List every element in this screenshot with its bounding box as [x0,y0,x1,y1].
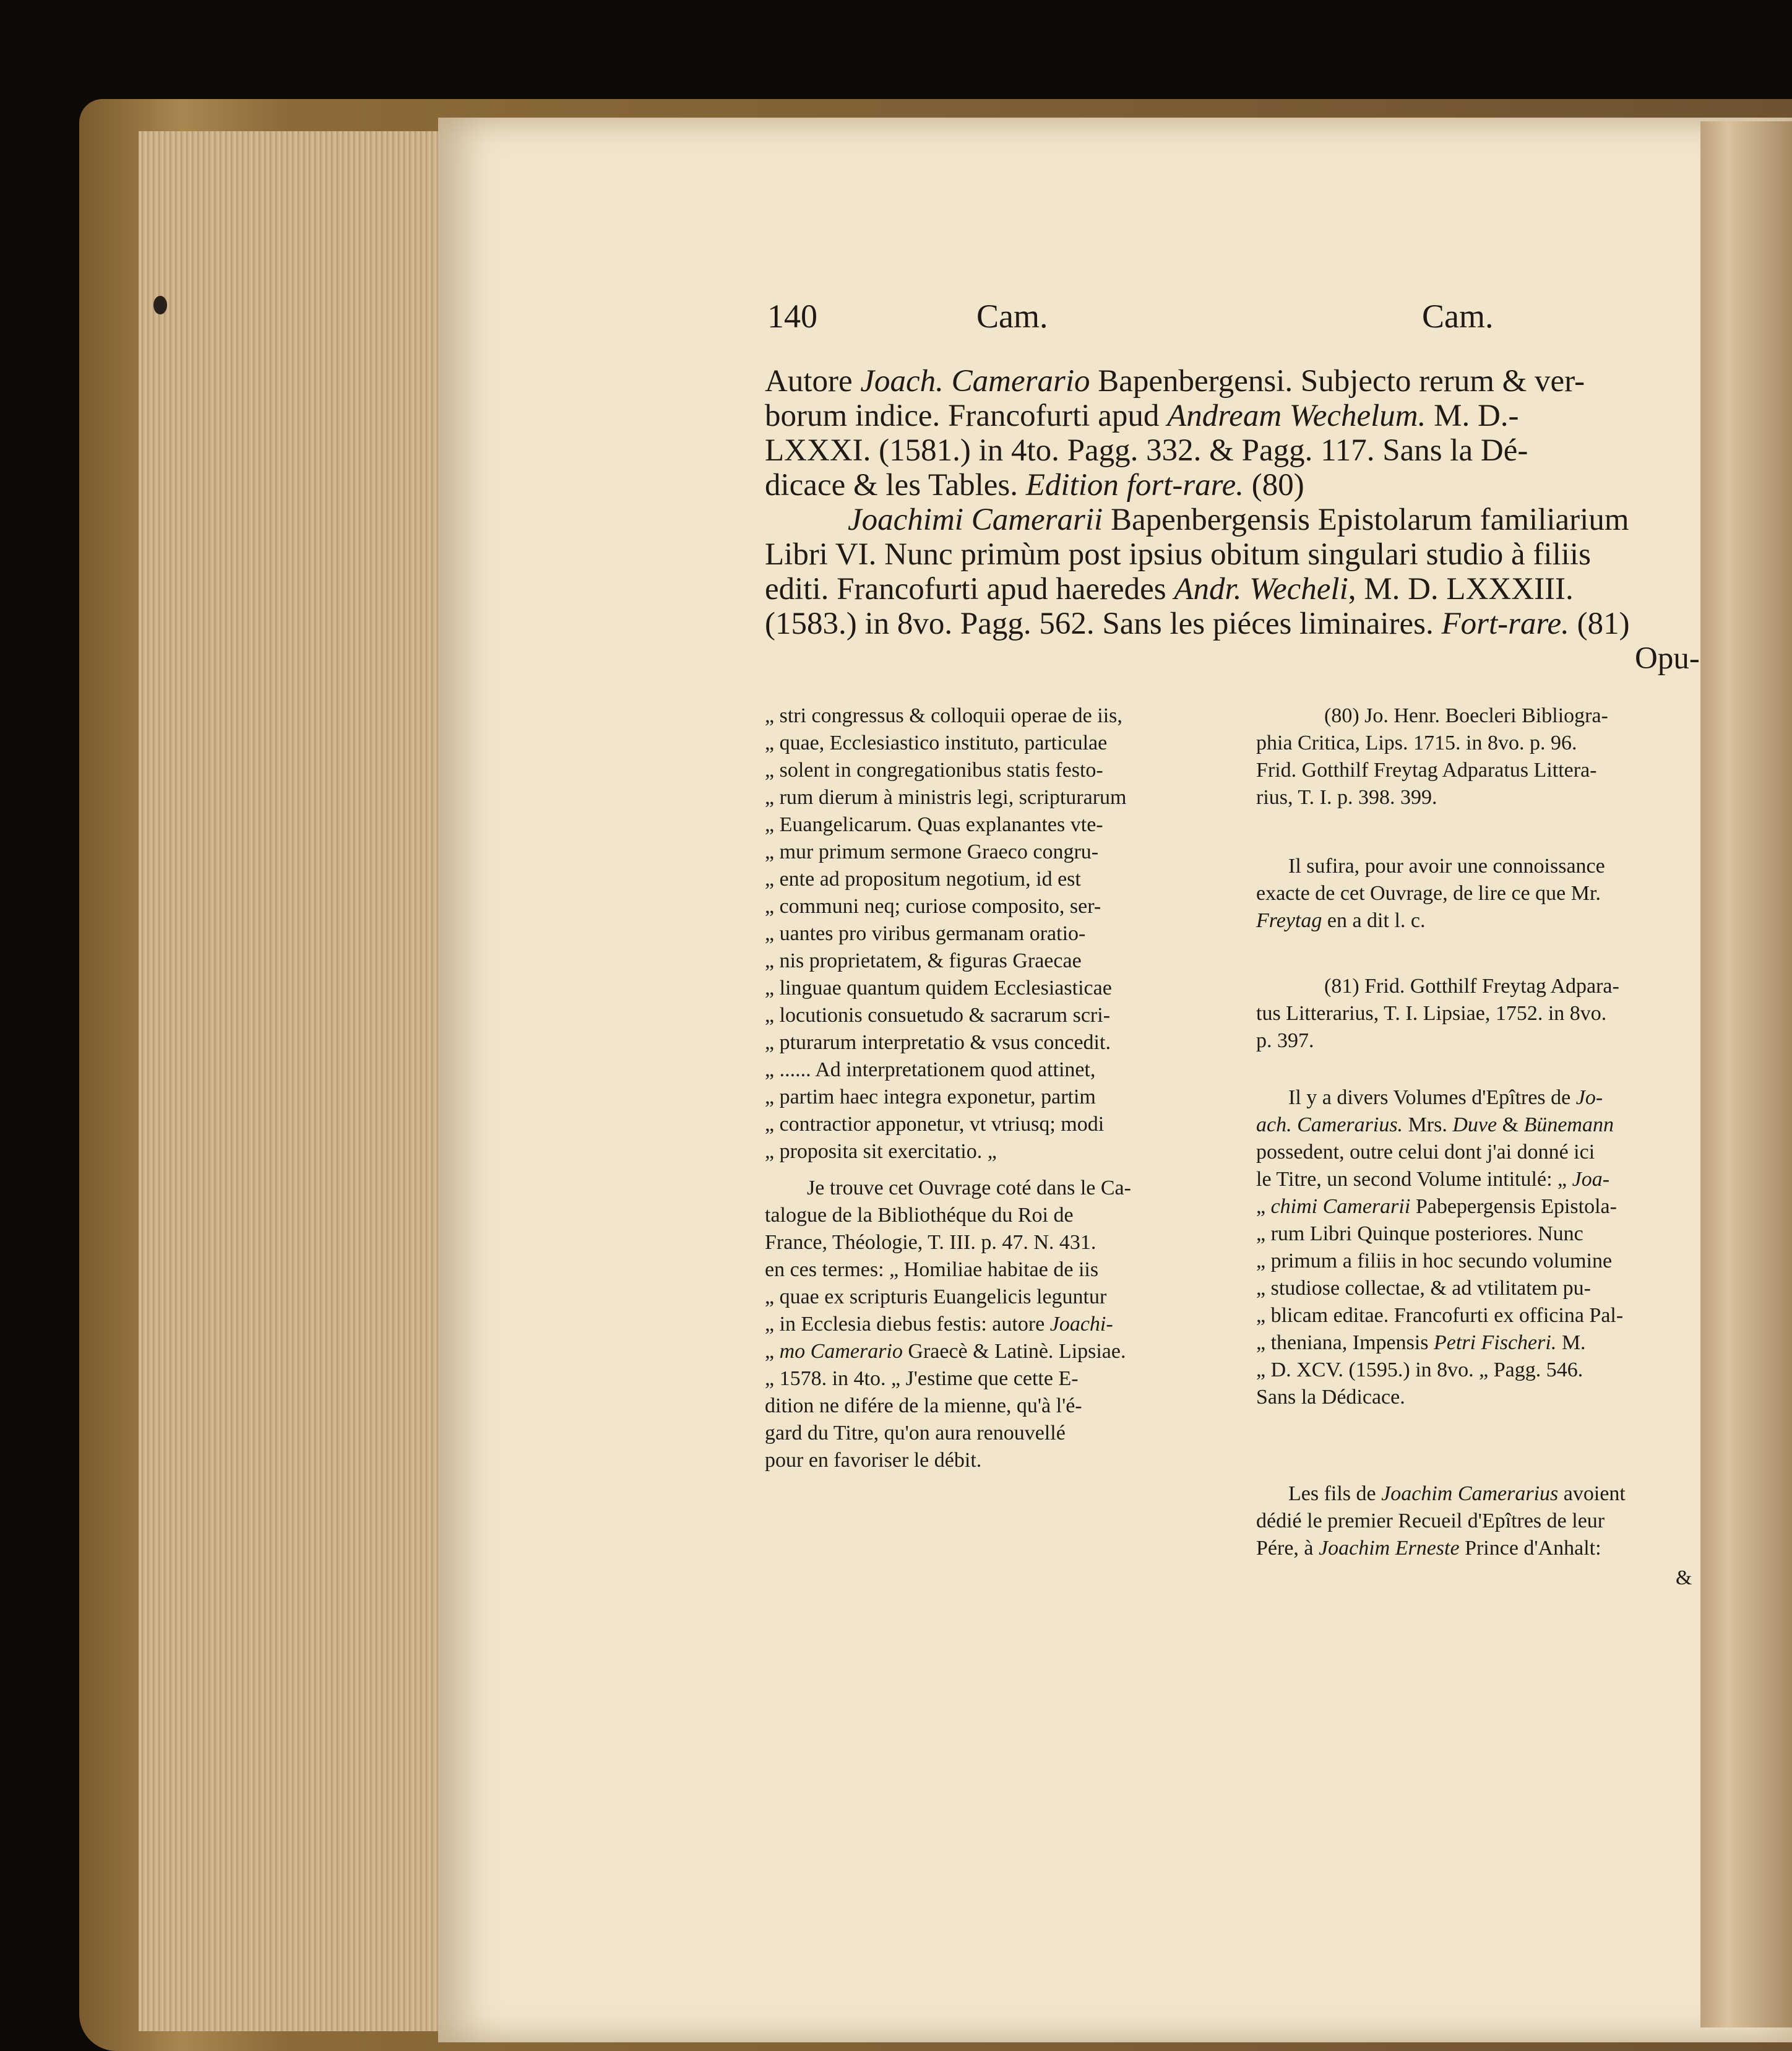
main-catchword: Opu- [1635,641,1700,676]
footnote-81 [1256,973,1619,1055]
commentary-line: dition ne difére de la mienne, qu'à l'é- [765,1394,1082,1417]
right-catchword: & [1676,1566,1692,1589]
note-line: Pére, à Joachim Erneste Prince d'Anhalt: [1256,1537,1601,1560]
left-column-commentary [765,1175,1131,1474]
binding-nail-mark [153,296,167,314]
quote-line: „ quae, Ecclesiastico instituto, particulae [765,732,1108,754]
note-line: „ chimi Camerarii Pabepergensis Epistola- [1256,1195,1617,1218]
commentary-line: „ quae ex scripturis Euangelicis leguntur [765,1285,1107,1308]
note-80 [1256,853,1605,935]
commentary-line: „ in Ecclesia diebus festis: autore Joachi- [765,1313,1113,1336]
note-line: „ rum Libri Quinque posteriores. Nunc [1256,1222,1583,1245]
note-line: dédié le premier Recueil d'Epîtres de leur [1256,1509,1605,1532]
note-line: Sans la Dédicace. [1256,1386,1405,1409]
quote-line: „ stri congressus & colloquii operae de iis, [765,704,1122,727]
footnote-line: tus Litterarius, T. I. Lipsiae, 1752. in 8vo. [1256,1002,1607,1025]
note-line: „ theniana, Impensis Petri Fischeri. M. [1256,1331,1586,1354]
note-line: Freytag en a dit l. c. [1256,909,1426,932]
commentary-line: en ces termes: „ Homiliae habitae de iis [765,1258,1099,1281]
footnote-line: Frid. Gotthilf Freytag Adparatus Littera- [1256,759,1597,782]
quote-line: „ uantes pro viribus germanam oratio- [765,922,1086,945]
quote-line: „ proposita sit exercitatio. „ [765,1140,997,1163]
footnote-line: rius, T. I. p. 398. 399. [1256,786,1437,809]
note-line: possedent, outre celui dont j'ai donné ici [1256,1141,1595,1164]
note-line: Il y a divers Volumes d'Epîtres de Jo- [1288,1086,1603,1109]
footnote-line: (81) Frid. Gotthilf Freytag Adpara- [1324,975,1619,998]
footnote-80 [1256,702,1608,811]
quote-line: „ linguae quantum quidem Ecclesiasticae [765,977,1112,1000]
quote-line: „ ente ad propositum negotium, id est [765,868,1081,891]
note-line: exacte de cet Ouvrage, de lire ce que Mr. [1256,882,1601,905]
quote-line: „ locutionis consuetudo & sacrarum scri- [765,1004,1111,1027]
quote-line: „ contractior apponetur, vt vtriusq; modi [765,1113,1105,1136]
commentary-line: gard du Titre, qu'on aura renouvellé [765,1422,1066,1444]
running-title-right: Cam. [1422,298,1494,335]
main-line-6: Libri VI. Nunc primùm post ipsius obitum singulari studio à filiis [765,537,1591,572]
main-line-8: (1583.) in 8vo. Pagg. 562. Sans les piéces liminaires. Fort-rare. (81) [765,607,1630,641]
main-line-1: Autore Joach. Camerario Bapenbergensi. Subjecto rerum & ver- [765,364,1585,399]
note-line: ach. Camerarius. Mrs. Duve & Bünemann [1256,1113,1614,1136]
main-line-4: dicace & les Tables. Edition fort-rare. (80) [765,468,1304,503]
quote-line: „ pturarum interpretatio & vsus concedit. [765,1031,1111,1054]
main-line-2: borum indice. Francofurti apud Andream Wechelum. M. D.- [765,399,1519,433]
note-line: Il sufira, pour avoir une connoissance [1288,855,1605,878]
note-dedication [1256,1480,1626,1562]
facing-page-edge [1700,121,1792,2027]
note-line: le Titre, un second Volume intitulé: „ Joa- [1256,1168,1610,1191]
quote-line: „ partim haec integra exponetur, partim [765,1086,1096,1108]
commentary-line: „ 1578. in 4to. „ J'estime que cette E- [765,1367,1079,1390]
footnote-line: p. 397. [1256,1029,1314,1052]
quote-line: „ nis proprietatem, & figuras Graecae [765,949,1082,972]
commentary-line: France, Théologie, T. III. p. 47. N. 431. [765,1231,1096,1254]
footnote-line: (80) Jo. Henr. Boecleri Bibliogra- [1324,704,1608,727]
commentary-line: pour en favoriser le débit. [765,1449,982,1472]
page-number: 140 [767,298,817,335]
note-line: „ blicam editae. Francofurti ex officina Pal- [1256,1304,1624,1327]
note-line: „ primum a filiis in hoc secundo volumine [1256,1250,1613,1272]
note-line: „ studiose collectae, & ad vtilitatem pu- [1256,1277,1591,1300]
quote-line: „ mur primum sermone Graeco congru- [765,840,1099,863]
main-line-7: editi. Francofurti apud haeredes Andr. Wecheli, M. D. LXXXIII. [765,572,1574,607]
note-line: „ D. XCV. (1595.) in 8vo. „ Pagg. 546. [1256,1358,1583,1381]
main-line-5: Joachimi Camerarii Bapenbergensis Epistolarum familiarium [848,503,1629,537]
commentary-line: „ mo Camerario Graecè & Latinè. Lipsiae. [765,1340,1126,1363]
running-title-left: Cam. [976,298,1048,335]
note-81 [1256,1084,1623,1411]
quote-line: „ Euangelicarum. Quas explanantes vte- [765,813,1103,836]
left-column-quote [765,702,1126,1165]
footnote-line: phia Critica, Lips. 1715. in 8vo. p. 96. [1256,732,1577,754]
commentary-line: Je trouve cet Ouvrage coté dans le Ca- [807,1177,1131,1199]
quote-line: „ communi neq; curiose composito, ser- [765,895,1101,918]
quote-line: „ solent in congregationibus statis festo- [765,759,1103,782]
quote-line: „ rum dierum à ministris legi, scripturarum [765,786,1127,809]
commentary-line: talogue de la Bibliothéque du Roi de [765,1204,1074,1227]
main-line-3: LXXXI. (1581.) in 4to. Pagg. 332. & Pagg. 117. Sans la Dé- [765,433,1528,468]
quote-line: „ ...... Ad interpretationem quod attinet, [765,1058,1096,1081]
note-line: Les fils de Joachim Camerarius avoient [1288,1482,1626,1505]
